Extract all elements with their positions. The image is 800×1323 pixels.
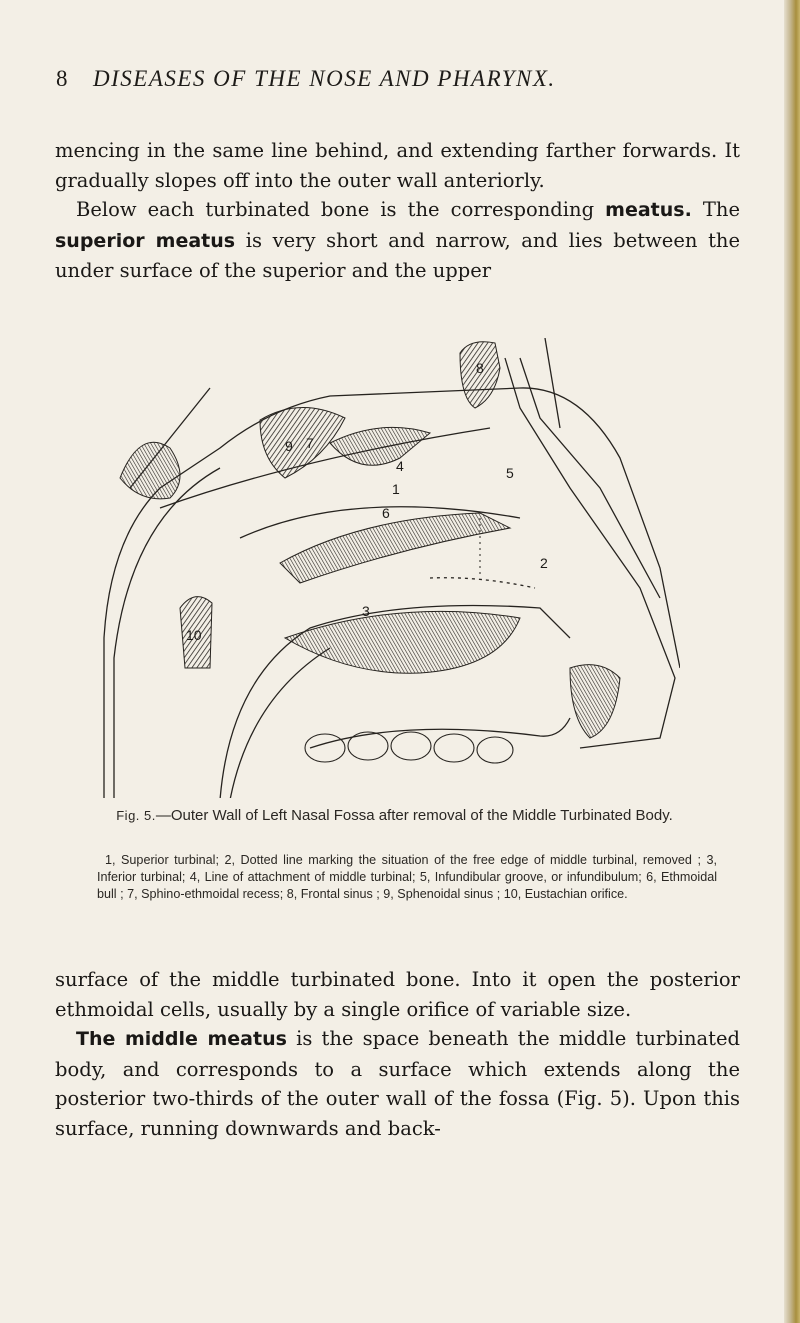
label-10: 10: [186, 627, 202, 643]
page-number: 8: [56, 66, 69, 91]
inferior-turbinal-shape: [285, 611, 520, 673]
figure-title: —Outer Wall of Left Nasal Fossa after removal of the Middle Turbinated Body.: [155, 807, 673, 824]
paragraph-2: [55, 195, 740, 286]
paragraph-3: surface of the middle turbinated bone. Into it open the posterior ethmoidal cells, usually by a single orifice of variable size.: [55, 968, 740, 1021]
label-6: 6: [382, 505, 390, 521]
page-edge: [784, 0, 800, 1323]
label-8: 8: [476, 360, 484, 376]
figure-labels: [186, 360, 548, 643]
p2-end: is very short and narrow, and lies between the under surface of the superior and the upper: [55, 228, 741, 282]
term-meatus: meatus.: [605, 199, 692, 221]
label-9: 9: [285, 438, 293, 454]
label-5: 5: [506, 465, 514, 481]
superior-turbinal-shape: [330, 427, 430, 465]
p2-start: Below each turbinated bone is the corresponding: [76, 198, 595, 221]
body-text-top: [55, 136, 740, 286]
term-superior-meatus: superior meatus: [55, 229, 236, 252]
running-header: [56, 66, 696, 92]
paragraph-4: [55, 1024, 740, 1143]
label-7: 7: [306, 435, 314, 451]
label-4: 4: [396, 458, 404, 474]
body-text-bottom: [55, 965, 740, 1143]
ethmoidal-bull-shape: [280, 513, 510, 583]
figure-caption: [97, 806, 692, 825]
nasal-fossa-illustration: [100, 338, 680, 798]
palate-loops: [305, 732, 513, 763]
p2-the: The: [702, 198, 741, 221]
term-middle-meatus: The middle meatus: [76, 1028, 287, 1050]
anatomical-figure: [100, 338, 680, 798]
posterior-cells-shape: [120, 442, 180, 499]
label-3: 3: [362, 603, 370, 619]
running-title: DISEASES OF THE NOSE AND PHARYNX.: [93, 66, 556, 91]
label-1: 1: [392, 481, 400, 497]
figure-number: Fig. 5.: [116, 808, 156, 823]
paragraph-1: mencing in the same line behind, and extending farther forwards. It gradually slopes off into the outer wall anteriorly.: [55, 139, 740, 192]
vestibule-shape: [570, 665, 620, 738]
label-2: 2: [540, 555, 548, 571]
figure-legend: 1, Superior turbinal; 2, Dotted line marking the situation of the free edge of middle turbinal, removed ; 3, Inferior turbinal; 4, Line of attachment of middle turbinal; 5, Infundibular groove, or infundibulum; 6, Ethmoidal bull ; 7, Sphino-ethmoidal recess; 8, Frontal sinus ; 9, Sphenoidal sinus ; 10, Eustachian orifice.: [97, 853, 717, 902]
dotted-line-2: [430, 578, 535, 588]
p4-rest: is the space beneath the middle turbinated body, and corresponds to a surface which extends along the posterior two-thirds of the outer wall of the fossa (Fig. 5). Upon this surface, running downwards and back-: [55, 1027, 740, 1140]
